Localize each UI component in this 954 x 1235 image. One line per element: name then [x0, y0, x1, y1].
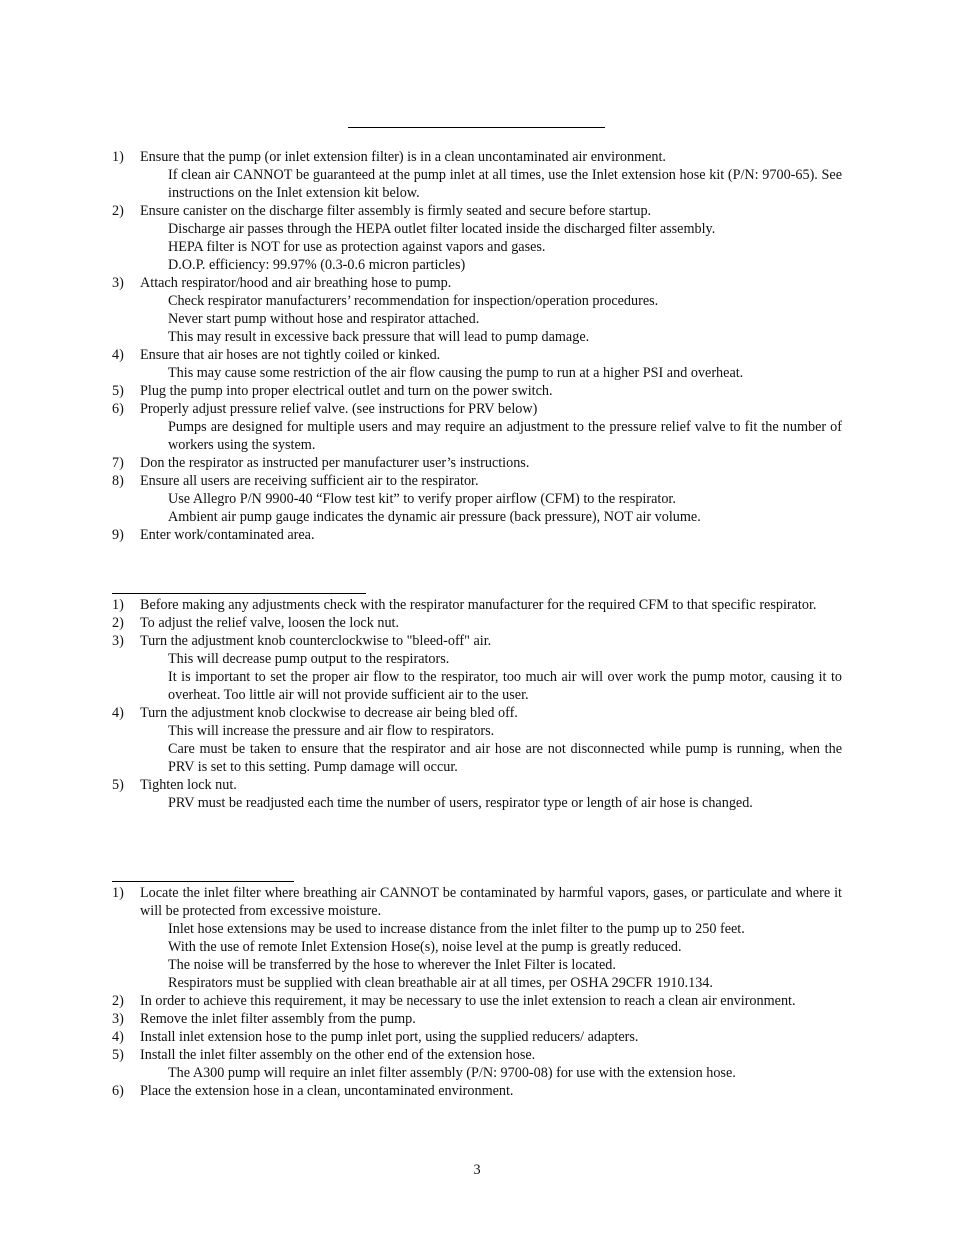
list-item — [112, 596, 842, 614]
item-text: Ensure canister on the discharge filter assembly is firmly seated and secure before startup. — [140, 203, 652, 219]
item-note: Inlet hose extensions may be used to increase distance from the inlet filter to the pump up to 250 feet. — [168, 921, 745, 937]
list-item — [112, 776, 842, 812]
item-number: 3) — [112, 1011, 124, 1027]
item-text: Ensure all users are receiving sufficient air to the respirator. — [140, 473, 479, 489]
item-number: 2) — [112, 615, 124, 631]
item-number: 4) — [112, 347, 124, 363]
item-number: 7) — [112, 455, 124, 471]
list-item — [112, 382, 842, 400]
list-item — [112, 202, 842, 274]
item-text: Plug the pump into proper electrical outlet and turn on the power switch. — [140, 383, 553, 399]
item-text: Turn the adjustment knob counterclockwise to "bleed-off" air. — [140, 633, 492, 649]
item-text: To adjust the relief valve, loosen the lock nut. — [140, 615, 400, 631]
item-text: Locate the inlet filter where breathing air CANNOT be contaminated by harmful vapors, gases, or particulate and where it will be protected from excessive moisture. — [140, 885, 842, 919]
list-item — [112, 614, 842, 632]
item-number: 2) — [112, 993, 124, 1009]
item-note: Use Allegro P/N 9900-40 “Flow test kit” to verify proper airflow (CFM) to the respirator. — [168, 491, 676, 507]
item-note: D.O.P. efficiency: 99.97% (0.3-0.6 micron particles) — [168, 257, 466, 273]
item-note: This will decrease pump output to the respirators. — [168, 651, 450, 667]
item-note: If clean air CANNOT be guaranteed at the pump inlet at all times, use the Inlet extension hose kit (P/N: 9700-65). See instructions on the Inlet extension kit below. — [168, 167, 842, 201]
list-item — [112, 274, 842, 346]
list-item — [112, 1082, 842, 1100]
list-item — [112, 400, 842, 454]
item-text: Remove the inlet filter assembly from the pump. — [140, 1011, 416, 1027]
item-number: 4) — [112, 1029, 124, 1045]
item-number: 5) — [112, 777, 124, 793]
list-item — [112, 346, 842, 382]
item-note: Check respirator manufacturers’ recommendation for inspection/operation procedures. — [168, 293, 659, 309]
item-number: 1) — [112, 149, 124, 165]
item-note: The noise will be transferred by the hose to wherever the Inlet Filter is located. — [168, 957, 616, 973]
item-note: The A300 pump will require an inlet filter assembly (P/N: 9700-08) for use with the extension hose. — [168, 1065, 736, 1081]
item-number: 9) — [112, 527, 124, 543]
item-note: PRV must be readjusted each time the number of users, respirator type or length of air hose is changed. — [168, 795, 753, 811]
heading-rule-operation — [348, 127, 605, 128]
item-text: Turn the adjustment knob clockwise to decrease air being bled off. — [140, 705, 518, 721]
item-text: Before making any adjustments check with the respirator manufacturer for the required CFM to that specific respirator. — [140, 597, 817, 613]
list-item — [112, 148, 842, 202]
item-note: HEPA filter is NOT for use as protection against vapors and gases. — [168, 239, 546, 255]
item-note: This may result in excessive back pressure that will lead to pump damage. — [168, 329, 590, 345]
prv-adjustment-steps — [112, 596, 842, 812]
item-number: 3) — [112, 275, 124, 291]
item-note: Never start pump without hose and respirator attached. — [168, 311, 480, 327]
list-item — [112, 1046, 842, 1082]
item-note: This will increase the pressure and air flow to respirators. — [168, 723, 495, 739]
item-number: 3) — [112, 633, 124, 649]
item-text: Install the inlet filter assembly on the other end of the extension hose. — [140, 1047, 536, 1063]
item-text: Place the extension hose in a clean, uncontaminated environment. — [140, 1083, 514, 1099]
item-note: Discharge air passes through the HEPA outlet filter located inside the discharged filter assembly. — [168, 221, 716, 237]
item-number: 5) — [112, 1047, 124, 1063]
list-item — [112, 1010, 842, 1028]
item-number: 5) — [112, 383, 124, 399]
item-note: Care must be taken to ensure that the respirator and air hose are not disconnected while pump is running, when the PRV is set to this setting. Pump damage will occur. — [168, 741, 842, 775]
item-note: Respirators must be supplied with clean breathable air at all times, per OSHA 29CFR 1910.134. — [168, 975, 713, 991]
item-number: 6) — [112, 401, 124, 417]
item-text: Don the respirator as instructed per manufacturer user’s instructions. — [140, 455, 530, 471]
item-note: It is important to set the proper air flow to the respirator, too much air will over work the pump motor, causing it to overheat. Too little air will not provide sufficient air to the user. — [168, 669, 842, 703]
heading-rule-inlet-extension — [112, 881, 294, 882]
operation-steps — [112, 148, 842, 544]
item-note: Ambient air pump gauge indicates the dynamic air pressure (back pressure), NOT air volume. — [168, 509, 701, 525]
item-text: Install inlet extension hose to the pump inlet port, using the supplied reducers/ adapters. — [140, 1029, 639, 1045]
item-text: Enter work/contaminated area. — [140, 527, 315, 543]
item-text: Tighten lock nut. — [140, 777, 237, 793]
list-item — [112, 526, 842, 544]
item-note: This may cause some restriction of the air flow causing the pump to run at a higher PSI and overheat. — [168, 365, 744, 381]
list-item — [112, 454, 842, 472]
item-number: 6) — [112, 1083, 124, 1099]
list-item — [112, 1028, 842, 1046]
list-item — [112, 992, 842, 1010]
item-text: Attach respirator/hood and air breathing hose to pump. — [140, 275, 452, 291]
item-text: Ensure that the pump (or inlet extension filter) is in a clean uncontaminated air environment. — [140, 149, 666, 165]
list-item — [112, 472, 842, 526]
item-note: With the use of remote Inlet Extension Hose(s), noise level at the pump is greatly reduced. — [168, 939, 682, 955]
item-number: 2) — [112, 203, 124, 219]
inlet-extension-steps — [112, 884, 842, 1100]
heading-rule-prv — [112, 593, 366, 594]
list-item — [112, 704, 842, 776]
item-text: Properly adjust pressure relief valve. (see instructions for PRV below) — [140, 401, 538, 417]
item-number: 8) — [112, 473, 124, 489]
item-text: Ensure that air hoses are not tightly coiled or kinked. — [140, 347, 441, 363]
item-number: 1) — [112, 597, 124, 613]
item-note: Pumps are designed for multiple users and may require an adjustment to the pressure relief valve to fit the number of workers using the system. — [168, 419, 842, 453]
item-number: 1) — [112, 885, 124, 901]
list-item — [112, 632, 842, 704]
list-item — [112, 884, 842, 992]
item-text: In order to achieve this requirement, it may be necessary to use the inlet extension to reach a clean air environment. — [140, 993, 796, 1009]
item-number: 4) — [112, 705, 124, 721]
page-number: 3 — [473, 1162, 481, 1178]
